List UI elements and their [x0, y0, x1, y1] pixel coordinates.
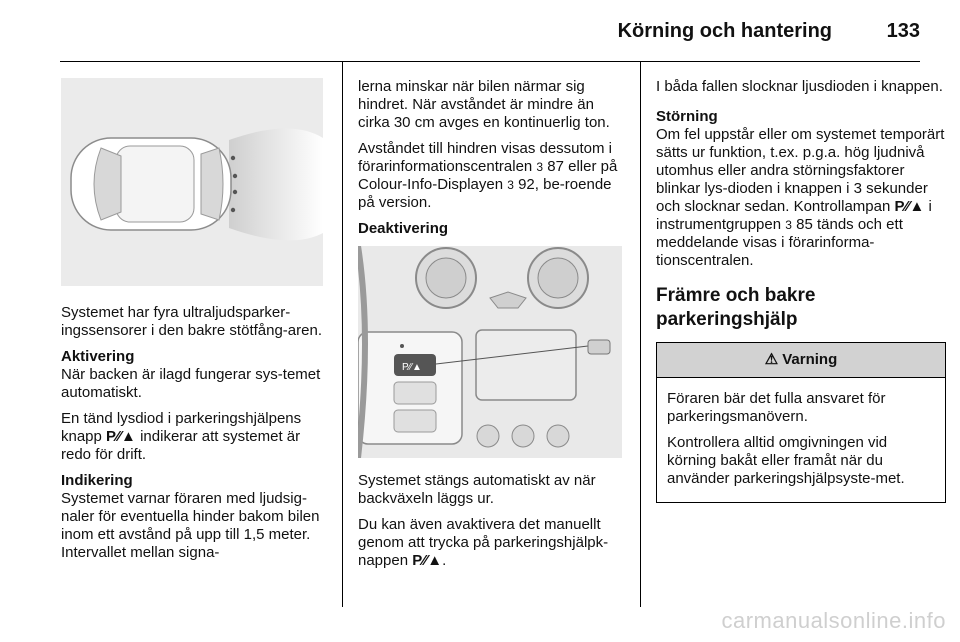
led-dot	[400, 344, 404, 348]
page-ref: 85	[796, 216, 813, 233]
control-knob	[512, 425, 534, 447]
text-run: indikerar att systemet är redo för drift.	[61, 428, 301, 463]
windshield	[94, 148, 121, 220]
button-zoom	[394, 410, 436, 432]
page-title: Körning och hantering	[617, 20, 832, 42]
section-title: Främre och bakre parkeringshjälp	[656, 285, 816, 330]
warning-box	[656, 342, 946, 503]
column-divider	[640, 62, 641, 607]
text-run: tänds och ett meddelande visas i förarinforma-tionscentralen.	[656, 216, 903, 269]
text-run: En tänd lysdiod i parkeringshjälpens knapp	[61, 410, 302, 445]
air-vent-inner	[538, 258, 578, 298]
air-vent-inner	[426, 258, 466, 298]
paragraph: Systemet stängs automatiskt av när backväxeln läggs ur.	[358, 472, 596, 507]
dashboard-diagram	[358, 246, 622, 458]
park-assist-icon: P⁄⁄▲	[106, 428, 136, 445]
park-assist-icon: P⁄⁄▲	[894, 198, 925, 215]
heading-storning: Störning	[656, 108, 718, 125]
park-assist-icon: P⁄⁄▲	[412, 552, 443, 569]
park-assist-button	[588, 340, 610, 354]
paragraph: Systemet varnar föraren med ljudsig-naler för eventuella hinder bakom bilen inom ett avstånd på upp till 1,5 meter. Intervallet mellan signa-	[61, 490, 320, 561]
paragraph	[358, 140, 624, 212]
warning-icon: ⚠	[764, 351, 779, 368]
paragraph	[656, 126, 946, 270]
car-top-view-diagram	[61, 78, 323, 286]
page-ref-arrow-icon: 3	[536, 160, 544, 174]
control-knob	[547, 425, 569, 447]
center-display	[476, 330, 576, 400]
page-number: 133	[886, 20, 920, 42]
watermark: carmanualsonline.info	[721, 608, 946, 633]
text-run: Om fel uppstår eller om systemet temporärt sätts ur funktion, t.ex. p.g.a. hög ljudnivå utomhus eller andra störningsfaktorer blinkar lys-dioden i knappen i 3 sekunder och slocknar sedan. Kontrollampan	[656, 126, 945, 215]
warning-title: Varning	[782, 351, 838, 368]
column-divider	[342, 62, 343, 607]
sensor-dot	[233, 190, 237, 194]
page-ref: 87	[547, 158, 564, 175]
button-zoom	[394, 382, 436, 404]
car-roof	[116, 146, 194, 222]
paragraph	[358, 516, 624, 570]
heading-deaktivering: Deaktivering	[358, 220, 449, 237]
sensor-dot	[231, 156, 235, 160]
car-sensor-illustration	[61, 78, 323, 286]
warning-body	[657, 378, 945, 502]
page-ref-arrow-icon: 3	[507, 178, 514, 192]
sensor-dot	[233, 174, 237, 178]
text-run: Du kan även avaktivera det manuellt genom att trycka på parkeringshjälpk-nappen	[358, 516, 609, 569]
text-run: Avståndet till hindren visas dessutom i förarinformationscentralen	[358, 140, 613, 175]
heading-indikering: Indikering	[61, 472, 133, 489]
paragraph: I båda fallen slocknar ljusdioden i knappen.	[656, 78, 943, 95]
warning-header	[657, 343, 945, 378]
text-run: i instrumentgruppen	[656, 198, 932, 233]
column-3	[656, 78, 946, 503]
rear-window	[201, 148, 223, 220]
page-ref-arrow-icon: 3	[785, 218, 792, 232]
text-run: , be-roende på version.	[358, 176, 612, 211]
park-assist-button-label: P⁄⁄▲	[402, 362, 422, 373]
text-run: .	[442, 552, 447, 569]
paragraph: När backen är ilagd fungerar sys-temet automatiskt.	[61, 366, 321, 401]
header-rule	[60, 61, 920, 62]
page-header	[0, 0, 960, 62]
warning-paragraph: Föraren bär det fulla ansvaret för parkeringsmanövern.	[667, 390, 886, 425]
column-2	[358, 78, 624, 578]
page-ref: 92	[518, 176, 535, 193]
paragraph	[61, 410, 327, 464]
control-knob	[477, 425, 499, 447]
paragraph: Systemet har fyra ultraljudsparker-ingssensorer i den bakre stötfång-aren.	[61, 304, 322, 339]
text-run: eller på Colour-Info-Displayen	[358, 158, 618, 193]
sensor-beam	[229, 128, 323, 240]
paragraph: lerna minskar när bilen närmar sig hindret. När avståndet är mindre än cirka 30 cm avges en kontinuerlig ton.	[358, 78, 610, 131]
dashboard-illustration	[358, 246, 622, 458]
warning-paragraph: Kontrollera alltid omgivningen vid körning bakåt eller framåt när du använder parkeringshjälpsyste-met.	[667, 434, 905, 487]
heading-aktivering: Aktivering	[61, 348, 135, 365]
column-1	[61, 78, 327, 570]
sensor-dot	[231, 208, 235, 212]
